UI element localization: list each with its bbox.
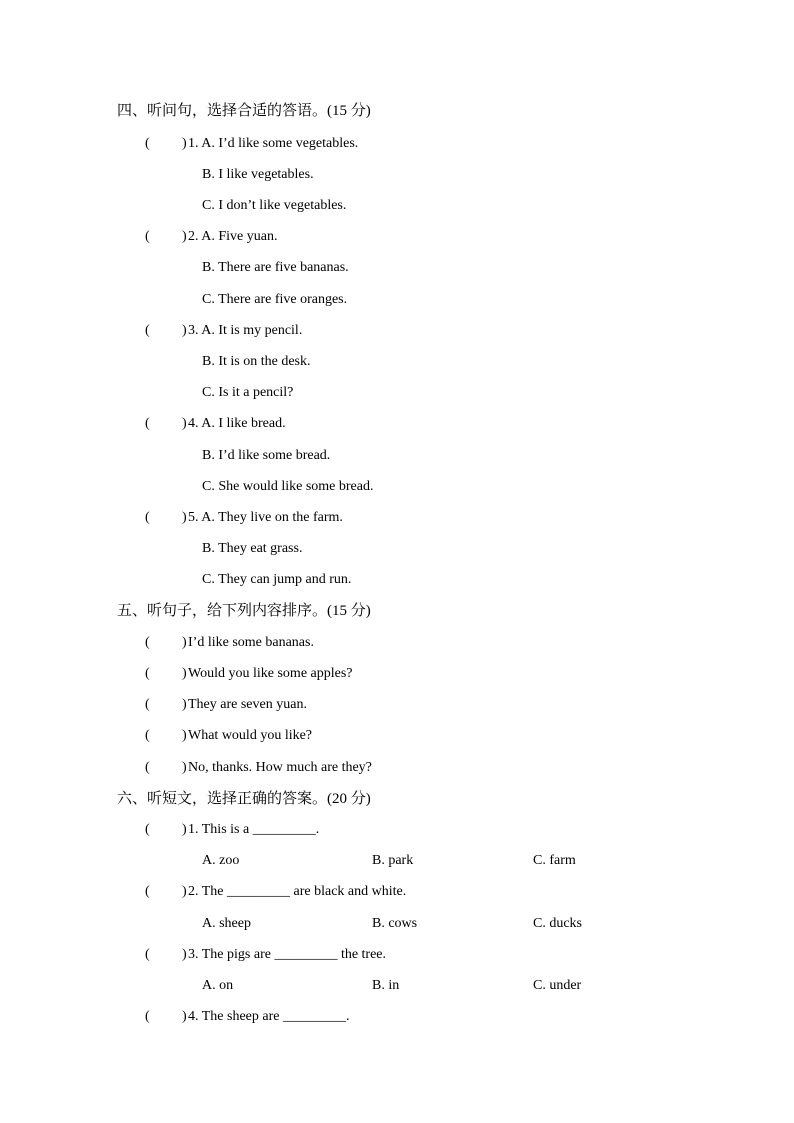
answer-blank-open[interactable]: (	[145, 416, 150, 431]
answer-blank-open[interactable]: (	[145, 947, 150, 962]
option-c: C. I don’t like vegetables.	[202, 198, 347, 213]
question-stem: 1. A. I’d like some vegetables.	[188, 136, 359, 151]
option-b: B. park	[372, 853, 414, 868]
option-a: A. sheep	[202, 916, 251, 931]
option-c: C. farm	[533, 853, 576, 868]
answer-blank-open[interactable]: (	[145, 323, 150, 338]
option-b: B. There are five bananas.	[202, 260, 349, 275]
ordering-sentence: They are seven yuan.	[188, 697, 307, 712]
answer-blank-close: )	[182, 510, 187, 525]
option-a: A. on	[202, 978, 234, 993]
question-stem: 3. The pigs are _________ the tree.	[188, 947, 387, 962]
answer-blank-open[interactable]: (	[145, 884, 150, 899]
option-c: C. under	[533, 978, 582, 993]
option-c: C. ducks	[533, 916, 582, 931]
answer-blank-close: )	[182, 697, 187, 712]
question-stem: 3. A. It is my pencil.	[188, 323, 303, 338]
option-b: B. They eat grass.	[202, 541, 303, 556]
answer-blank-open[interactable]: (	[145, 229, 150, 244]
option-b: B. cows	[372, 916, 418, 931]
answer-blank-close: )	[182, 416, 187, 431]
option-c: C. Is it a pencil?	[202, 385, 294, 400]
answer-blank-open[interactable]: (	[145, 760, 150, 775]
answer-blank-close: )	[182, 323, 187, 338]
question-stem: 1. This is a _________.	[188, 822, 320, 837]
option-c: C. She would like some bread.	[202, 479, 374, 494]
answer-blank-close: )	[182, 136, 187, 151]
answer-blank-open[interactable]: (	[145, 635, 150, 650]
option-b: B. I’d like some bread.	[202, 448, 331, 463]
ordering-sentence: No, thanks. How much are they?	[188, 760, 372, 775]
option-b: B. It is on the desk.	[202, 354, 311, 369]
question-stem: 2. A. Five yuan.	[188, 229, 278, 244]
section-5-heading: 五、听句子，给下列内容排序。(15 分)	[117, 603, 371, 619]
answer-blank-close: )	[182, 229, 187, 244]
answer-blank-open[interactable]: (	[145, 728, 150, 743]
section-4-heading: 四、听问句，选择合适的答语。(15 分)	[117, 103, 371, 119]
question-stem: 2. The _________ are black and white.	[188, 884, 407, 899]
option-c: C. They can jump and run.	[202, 572, 352, 587]
answer-blank-open[interactable]: (	[145, 510, 150, 525]
answer-blank-close: )	[182, 728, 187, 743]
option-b: B. I like vegetables.	[202, 167, 314, 182]
question-stem: 5. A. They live on the farm.	[188, 510, 343, 525]
ordering-sentence: What would you like?	[188, 728, 313, 743]
option-c: C. There are five oranges.	[202, 292, 348, 307]
answer-blank-close: )	[182, 635, 187, 650]
answer-blank-close: )	[182, 1009, 187, 1024]
answer-blank-open[interactable]: (	[145, 697, 150, 712]
question-stem: 4. The sheep are _________.	[188, 1009, 350, 1024]
answer-blank-close: )	[182, 947, 187, 962]
answer-blank-open[interactable]: (	[145, 136, 150, 151]
option-b: B. in	[372, 978, 400, 993]
ordering-sentence: I’d like some bananas.	[188, 635, 314, 650]
answer-blank-close: )	[182, 760, 187, 775]
answer-blank-close: )	[182, 884, 187, 899]
answer-blank-close: )	[182, 666, 187, 681]
ordering-sentence: Would you like some apples?	[188, 666, 353, 681]
answer-blank-open[interactable]: (	[145, 1009, 150, 1024]
question-stem: 4. A. I like bread.	[188, 416, 286, 431]
option-a: A. zoo	[202, 853, 240, 868]
answer-blank-open[interactable]: (	[145, 822, 150, 837]
answer-blank-open[interactable]: (	[145, 666, 150, 681]
answer-blank-close: )	[182, 822, 187, 837]
section-6-heading: 六、听短文，选择正确的答案。(20 分)	[117, 791, 371, 807]
